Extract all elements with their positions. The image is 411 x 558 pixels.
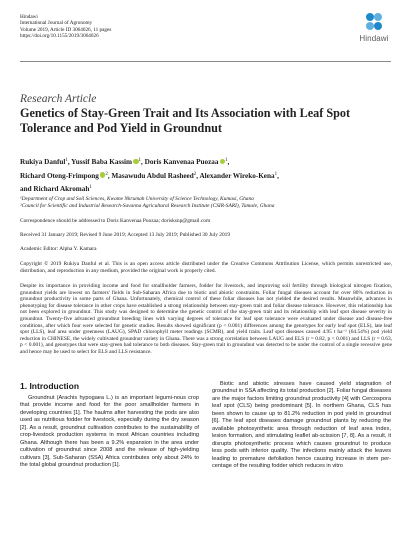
hindawi-logo-icon bbox=[362, 11, 386, 33]
correspondence: Correspondence should be addressed to Doris Kanvenaa Puozaa; dorisksnp@gmail.com bbox=[20, 218, 211, 224]
publisher-name: Hindawi bbox=[20, 14, 38, 20]
affiliation-2: ²Council for Scientific and Industrial Research-Savanna Agricultural Research Institute (CSIR-SARI), Tamale, Ghana bbox=[20, 202, 275, 209]
article-title: Genetics of Stay-Green Trait and Its Association with Leaf Spot Tolerance and Pod Yield in Groundnut bbox=[20, 106, 351, 135]
body-column-right bbox=[212, 381, 391, 470]
article-type: Research Article bbox=[20, 93, 97, 105]
copyright-notice: Copyright © 2019 Rukiya Danful et al. This is an open access article distributed under the Creative Commons Attribution License, which permits unrestricted use, distribution, and reproduction in any medium, provided the original work is properly cited. bbox=[20, 261, 392, 274]
affiliation-1: ¹Department of Crop and Soil Sciences, Kwame Nkrumah University of Science Technology, Kumasi, Ghana bbox=[20, 196, 254, 202]
abstract: Despite its importance in providing income and food for smallholder farmers, fodder for livestock, and improving soil fertility through biological nitrogen fixation, groundnut yields are lowest on farmers' fields in Sub-Saharan Africa due to biotic and abiotic constraints. Foliar fungal diseases account for over 80% reduction in groundnut productivity in some parts of Ghana. Unfortunately, chemical control of these foliar diseases has not yielded the desired results. Meanwhile, advances in phenotyping for disease tolerance in other crops have established a strong relationship between stay-green trait and foliar disease tolerance. However, this relationship has not been explored in groundnut. This study was designed to determine the genetic control of the stay-green trait and its relationship with leaf spot disease severity in groundnut. Twenty-five advanced groundnut breeding lines with varying degrees of tolerance for leaf spot tolerance were evaluated under disease and disease-free conditions, after which four were selected for genetic studies. Results showed significant (p < 0.001) differences among the genotypes for early leaf spot (ELS), late leaf spot (LLS), leaf area under greenness (LAUG), SPAD chlorophyll meter readings (SCMR), and yield traits. Leaf spot diseases caused 4.95 t ha⁻¹ (64.54%) pod yield reduction in CHINESE, the widely cultivated groundnut variety in Ghana. There was a strong correlation between LAUG and ELS (r = 0.82, p < 0.001) and LLS (r = 0.63, p < 0.001), and genotypes that were stay-green had tolerance to both diseases. Stay-green trait in groundnut was detected to be under the control of a single recessive gene and hence may be used to select for ELS and LLS resistance. bbox=[20, 283, 392, 355]
journal-header bbox=[20, 14, 111, 39]
body-column-left bbox=[20, 395, 199, 470]
author-name: Yussif Baba Kassim bbox=[71, 158, 133, 166]
author-name: Richard Akromah bbox=[33, 185, 90, 193]
author-name: Alexander Wireko-Kena bbox=[199, 171, 275, 180]
author-list: Rukiya Danful$^1$, Yussif Baba Kassim $^1$, Doris Kanvenaa Puozaa $^1$, Richard Oteng-Frimpong $^2$, Masawudu Abdul Rasheed$^2$, Alexander Wireko-Kena$^1$, and Richard Akromah$^1$ bbox=[20, 158, 279, 193]
section-heading-introduction: 1. Introduction bbox=[20, 381, 80, 391]
hindawi-logo[interactable] bbox=[354, 11, 394, 45]
logo-text: Hindawi bbox=[359, 34, 389, 43]
author-name: Doris Kanvenaa Puozaa bbox=[144, 158, 219, 166]
intro-paragraph-2: Biotic and abiotic stresses have caused yield stagnation of groundnut in SSA affecting its total production [2]. Foliar fungal diseases are the major factors limiting groundnut productivity [4] with Cercospora leaf spot (CLS) being predominant [5]. In northern Ghana, CLS has been shown to cause up to 81.2% reduction in pod yield in groundnut [6]. The leaf spot diseases damage groundnut plants by reducing the available photosynthetic area through reduction of leaf area index, lesion formation, and stimulating leaflet ab-scission [7, 8]. As a result, it disrupts photosynthetic process which causes groundnut to produce less pods with inferior quality. The infections mainly attack the leaves leading to premature defoliation hence causing increase in stem per-centage of the resulting fodder which reduces in vitro bbox=[212, 381, 391, 469]
journal-name: International Journal of Agronomy bbox=[20, 20, 93, 27]
author-name: Masawudu Abdul Rasheed bbox=[111, 171, 194, 180]
intro-paragraph-1: Groundnut (Arachis hypogaea L.) is an important legumi-nous crop that provide income and food for the poor smallholder farmers in developing countries [1]. The haulms after harvesting the pods are also used as nutritious fodder for livestock, especially during the dry season [2]. As a result, groundnut cultivation contributes to the sustainability of crop-livestock production systems in most African countries including Ghana. Although there has been a 9.2% expansion in the area under cultivation of groundnut since 2008 and the release of high-yielding cultivars [3], Sub-Saharan (SSA) Africa contributes only about 24% to the total global groundnut production [1]. bbox=[20, 395, 199, 469]
author-name: Rukiya Danful bbox=[20, 158, 66, 166]
doi-link[interactable]: https://doi.org/10.1155/2019/3064026 bbox=[20, 32, 99, 39]
author-name: Richard Oteng-Frimpong bbox=[20, 171, 99, 180]
header-divider bbox=[20, 61, 391, 62]
academic-editor: Academic Editor: Alpha Y. Kamara bbox=[20, 246, 97, 252]
affiliations bbox=[20, 196, 392, 209]
publication-dates: Received 31 January 2019; Revised 9 June 2019; Accepted 13 July 2019; Published 30 July 2019 bbox=[20, 232, 231, 238]
volume-line: Volume 2019, Article ID 3064026, 11 pages bbox=[20, 26, 112, 33]
